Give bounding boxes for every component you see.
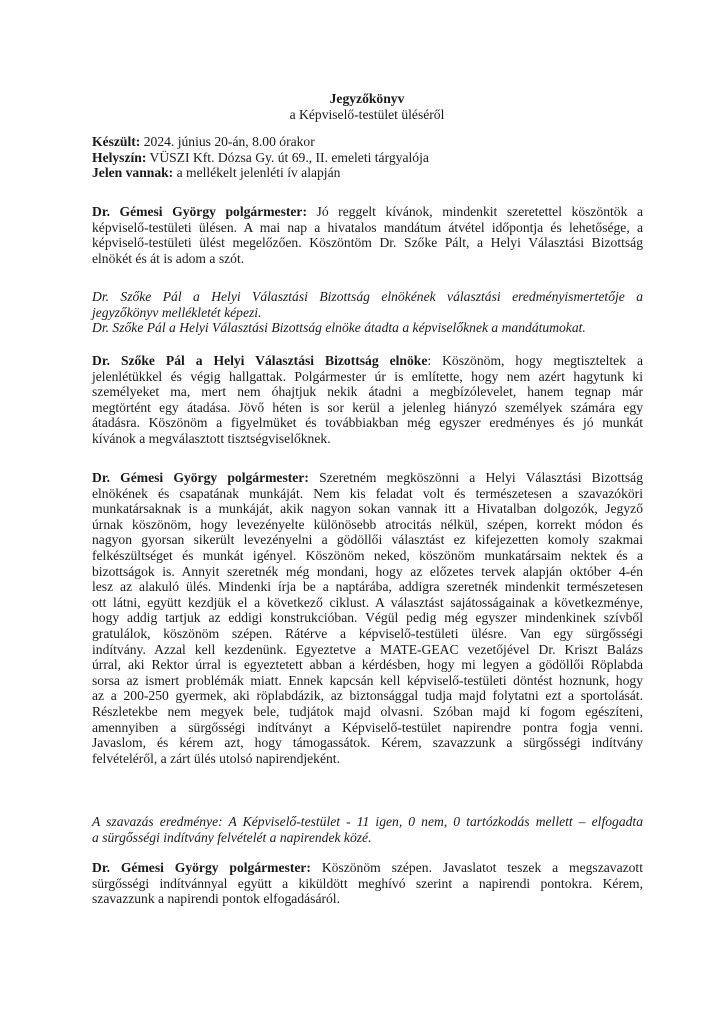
paragraph-line: nagyon gyorsan sikerült levezényelni a gödöllői választást ez kifejezetten komoly szakmai — [92, 532, 643, 548]
document-subtitle: a Képviselő-testület üléséről — [289, 107, 445, 122]
paragraph-note-results — [92, 289, 643, 336]
paragraph-mayor-opening — [92, 204, 643, 266]
paragraph-line: felkészültséget és munkát igényel. Köszönöm neked, köszönöm munkatársaim nektek és a — [92, 547, 643, 563]
paragraph-line: úrnak köszönöm, hogy levezényelte különösebb atrocitás nélkül, szépen, korrekt módon és — [92, 516, 643, 532]
paragraph-line: sürgősségi indítvánnyal együtt a kiküldött meghívó szerint a napirendi pontokra. Kérem, — [92, 875, 643, 891]
paragraph-line — [92, 353, 643, 369]
paragraph-line — [92, 204, 643, 220]
meta-prepared — [92, 134, 643, 150]
line-text: : Köszönöm, hogy megtiszteltek a — [427, 353, 643, 368]
meta-prepared-value: 2024. június 20-án, 8.00 órakor — [140, 134, 315, 149]
paragraph-mayor-agenda — [92, 860, 643, 907]
document-title: Jegyzőkönyv — [329, 91, 405, 106]
meta-block — [92, 134, 643, 181]
paragraph-line: A szavazás eredménye: A Képviselő-testület - 11 igen, 0 nem, 0 tartózkodás mellett – elfogadta — [92, 814, 643, 829]
meta-location-label: Helyszín: — [92, 149, 147, 165]
paragraph-line: elnökét és át is adom a szót. — [92, 250, 245, 266]
paragraph-line: munkatársaknak is a munkáját, akik nagyon sokan vannak itt a Hivatalban dolgozók, Jegyző — [92, 501, 643, 517]
paragraph-line — [92, 860, 643, 876]
paragraph-committee-chair — [92, 353, 643, 447]
line-text: Szeretném megköszönni a Helyi Választási Bizottság — [308, 470, 643, 485]
paragraph-line: bizottságok is. Annyit szeretnék még mondani, hogy az előzetes tervek alapján október 4-én — [92, 563, 643, 579]
paragraph-line: képviselő-testületi ülésen. A mai nap a hivatalos mandátum átvétel időpontja és lehetősége, a — [92, 219, 643, 235]
paragraph-line: jelenlétükkel és végig hallgattak. Polgármester úr is említette, hogy nem azért hagytunk ki — [92, 368, 643, 384]
paragraph-line: a sürgősségi indítvány felvételét a napirendek közé. — [92, 829, 372, 845]
speaker-name: Dr. Gémesi György polgármester: — [92, 860, 311, 875]
paragraph-line: Részletekbe nem megyek bele, tudjátok majd olvasni. Szóban majd ki fogom egészíteni, — [92, 703, 643, 719]
paragraph-line: felvételéről, a zárt ülés utolsó napirendjeként. — [92, 750, 340, 766]
paragraph-line: elnökének és csapatának munkáját. Nem kis feladat volt és természetesen a szavazóköri — [92, 485, 643, 501]
speaker-name: Dr. Szőke Pál a Helyi Választási Bizottság elnöke — [92, 353, 428, 368]
paragraph-line: hogy addig tartjuk az eddigi konstrukcióban. Végül pedig még egyszer mindenkinek szívből — [92, 610, 643, 626]
speaker-name: Dr. Gémesi György polgármester: — [92, 470, 309, 485]
meta-prepared-label: Készült: — [92, 134, 141, 149]
meta-location-value: VÜSZI Kft. Dózsa Gy. út 69., II. emeleti tárgyalója — [146, 149, 429, 165]
paragraph-line: átadásra. Köszönöm a figyelmüket és továbbiakban még egyszer eredményes és jó munkát — [92, 415, 643, 431]
paragraph-line: jegyzőkönyv mellékletét képezi. — [92, 304, 262, 320]
paragraph-line: személyeket ma, mert nem óhajtjuk nekik átadni a megbízólevelet, hanem tegnap már — [92, 384, 643, 400]
paragraph-line: Javaslom, és kérem azt, hogy támogassátok. Kérem, szavazzunk a sürgősségi indítvány — [92, 735, 643, 751]
paragraph-line: sorsa az ismert problémák miatt. Ennek kapcsán kell képviselő-testületi döntést hoznunk, hogy — [92, 672, 643, 688]
paragraph-line: indítvány. Azzal kell kezdenünk. Egyeztetve a MATE-GEAC vezetőjével Dr. Kriszt Balázs — [92, 641, 643, 657]
paragraph-mayor-thanks — [92, 470, 643, 766]
meta-location — [92, 150, 643, 166]
paragraph-line: Dr. Szőke Pál a Helyi Választási Bizottság elnökének választási eredményismertetője a — [92, 289, 643, 304]
paragraph-line: gratulálok, köszönöm szépen. Rátérve a képviselő-testületi ülésre. Van egy sürgősségi — [92, 625, 643, 641]
paragraph-vote-result — [92, 814, 643, 845]
paragraph-line: Dr. Szőke Pál a Helyi Választási Bizottság elnöke átadta a képviselőknek a mandátumokat. — [92, 320, 586, 336]
meta-present-value: a mellékelt jelenléti ív alapján — [173, 165, 341, 181]
paragraph-line: amennyiben a sürgősségi indítványt a Képviselő-testület napirendre pontra fogja venni. — [92, 719, 643, 735]
paragraph-line — [92, 470, 643, 486]
paragraph-line: úrral, aki Rektor úrral is egyeztetett abban a kérdésben, hogy mi legyen a gödöllői Röplabda — [92, 657, 643, 673]
paragraph-line: az a 200-250 gyermek, aki röplabdázik, az biztonsággal tudja majd folytatni ezt a sportolását. — [92, 688, 643, 704]
meta-present — [92, 165, 643, 181]
speaker-name: Dr. Gémesi György polgármester: — [92, 204, 307, 219]
line-text: Köszönöm szépen. Javaslatot teszek a megszavazott — [310, 860, 643, 875]
paragraph-line: szavazzunk a napirendi pontok elfogadásáról. — [92, 891, 340, 907]
paragraph-line: képviselő-testületi ülést megelőzően. Köszöntöm Dr. Szőke Pált, a Helyi Választási Bizottság — [92, 235, 643, 251]
paragraph-line: megtörtént egy átadása. Jövő héten is sor kerül a jelenleg hiányzó személyek számára egy — [92, 399, 643, 415]
meta-present-label: Jelen vannak: — [92, 165, 174, 181]
line-text: Jó reggelt kívánok, mindenkit szeretettel köszöntök a — [307, 204, 643, 219]
paragraph-line: lesz az alakuló ülés. Mindenki írja be a naptárába, addigra szeretnék mindenkit természetesen — [92, 579, 643, 595]
paragraph-line: kívánok a megválasztott tisztségviselőknek. — [92, 430, 331, 446]
paragraph-line: ott látni, együtt kezdjük el a következő ciklust. A választást sajátosságainak a következménye, — [92, 594, 643, 610]
